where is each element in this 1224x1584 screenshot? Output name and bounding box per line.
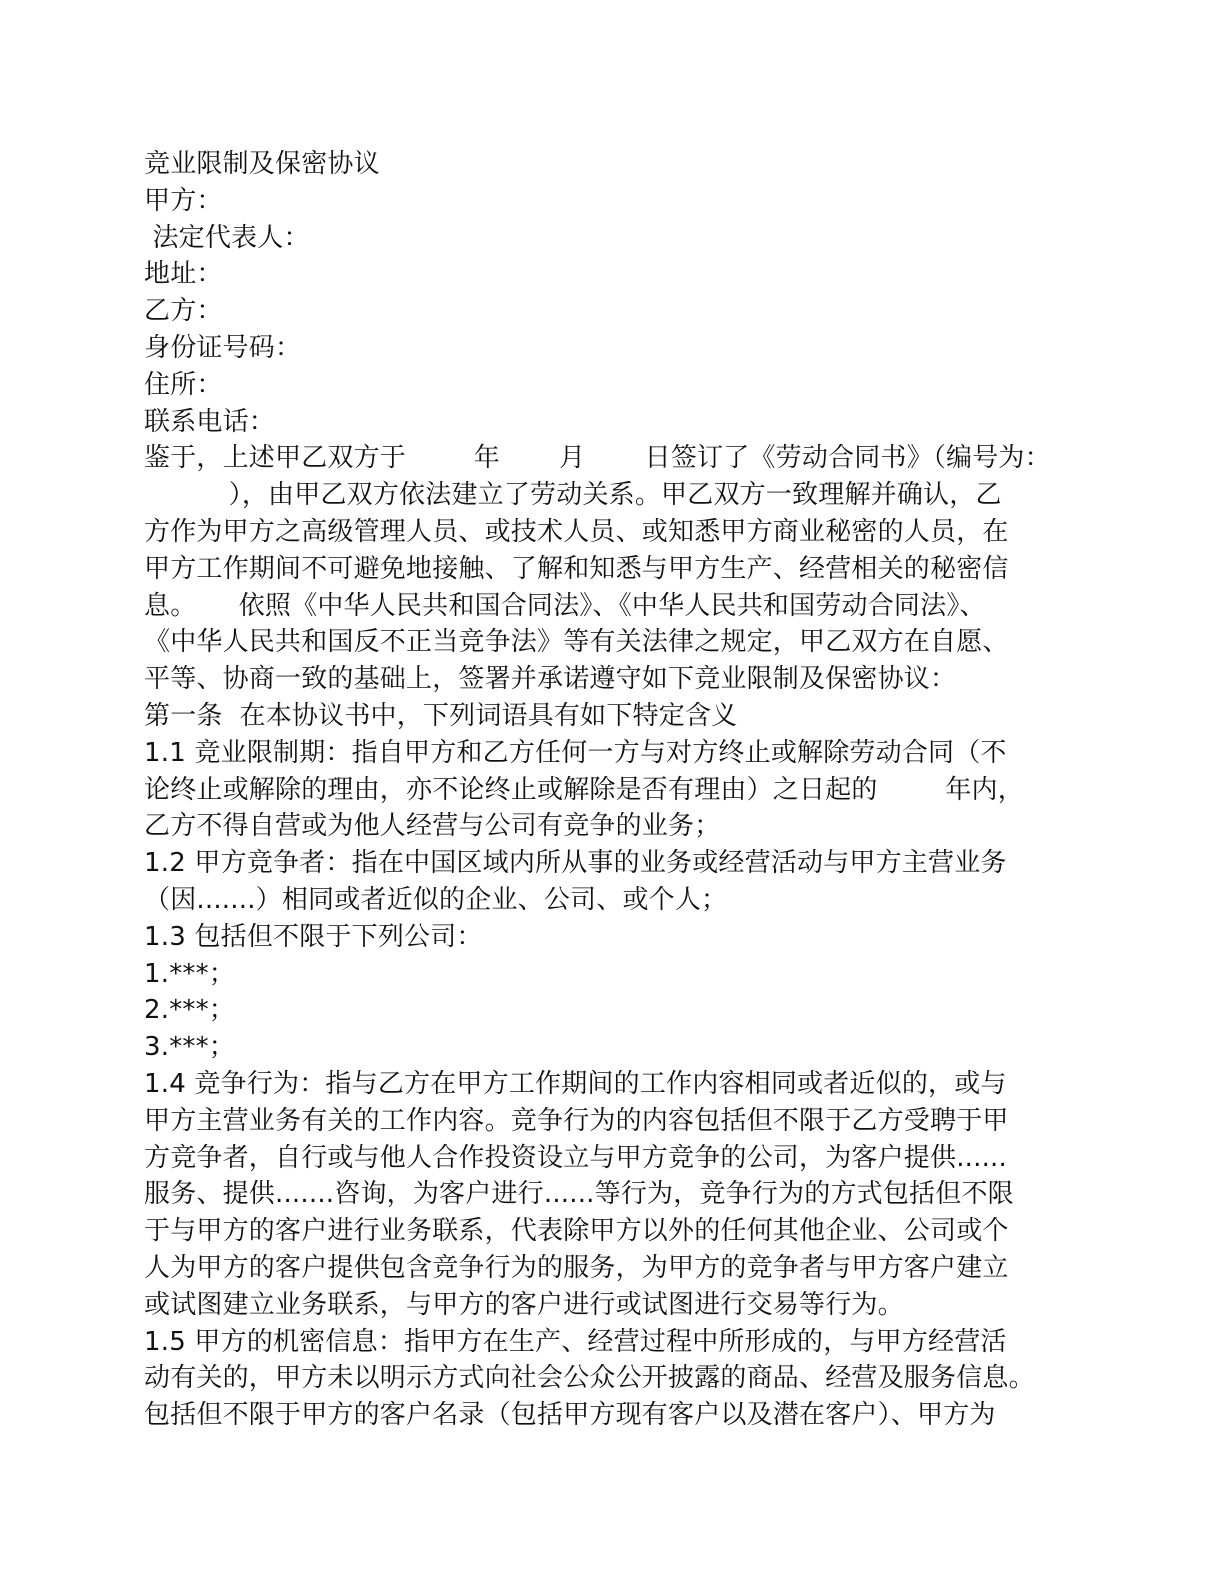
list-item: 3.***； — [144, 1032, 236, 1063]
clause-line: 1.2 甲方竞争者：指在中国区域内所从事的业务或经营活动与甲方主营业务 — [144, 848, 1007, 879]
field-party-a: 甲方： — [144, 185, 223, 216]
preamble-line: ），由甲乙双方依法建立了劳动关系。甲乙双方一致理解并确认，乙 — [144, 480, 1002, 511]
clause-line: 乙方不得自营或为他人经营与公司有竞争的业务； — [144, 811, 721, 842]
preamble-line: 甲方工作期间不可避免地接触、了解和知悉与甲方生产、经营相关的秘密信 — [144, 553, 1009, 584]
clause-1-1 — [144, 735, 1080, 845]
clause-1-3-heading: 1.3 包括但不限于下列公司： — [144, 921, 483, 952]
field-legal-representative: 法定代表人： — [144, 222, 310, 253]
field-id-number: 身份证号码： — [144, 332, 302, 363]
preamble-line: 息。 依照《中华人民共和国合同法》、《中华人民共和国劳动合同法》、 — [144, 590, 986, 621]
preamble-line: 鉴于，上述甲乙双方于 年 月 日签订了《劳动合同书》（编号为： — [144, 443, 1051, 474]
field-address: 地址： — [144, 259, 223, 290]
preamble-line: 方作为甲方之高级管理人员、或技术人员、或知悉甲方商业秘密的人员，在 — [144, 516, 1009, 547]
clause-1-4 — [144, 1066, 1080, 1324]
clause-line: 人为甲方的客户提供包含竞争行为的服务，为甲方的竞争者与甲方客户建立 — [144, 1252, 1009, 1283]
field-party-b: 乙方： — [144, 296, 223, 327]
clause-line: （因.......）相同或者近似的企业、公司、或个人； — [144, 884, 728, 915]
header-fields — [144, 183, 1080, 441]
clause-line: 1.1 竞业限制期：指自甲方和乙方任何一方与对方终止或解除劳动合同（不 — [144, 737, 1007, 768]
list-item: 1.***； — [144, 958, 236, 989]
preamble-line: 《中华人民共和国反不正当竞争法》等有关法律之规定，甲乙双方在自愿、 — [144, 627, 1009, 658]
clause-line: 1.5 甲方的机密信息：指甲方在生产、经营过程中所形成的，与甲方经营活 — [144, 1326, 1007, 1357]
clause-line: 服务、提供.......咨询，为客户进行......等行为，竞争行为的方式包括但不限 — [144, 1179, 1014, 1210]
preamble-paragraph — [144, 440, 1080, 698]
document-page — [144, 146, 1080, 1434]
field-phone: 联系电话： — [144, 406, 276, 437]
clause-1-5 — [144, 1324, 1080, 1434]
preamble-line: 平等、协商一致的基础上，签署并承诺遵守如下竞业限制及保密协议： — [144, 664, 957, 695]
article-1-heading: 第一条 在本协议书中，下列词语具有如下特定含义 — [144, 700, 738, 731]
clause-line: 方竞争者，自行或与他人合作投资设立与甲方竞争的公司，为客户提供...... — [144, 1142, 1007, 1173]
company-list — [144, 956, 1080, 1066]
document-title: 竞业限制及保密协议 — [144, 149, 380, 179]
clause-1-2 — [144, 845, 1080, 919]
clause-line: 甲方主营业务有关的工作内容。竞争行为的内容包括但不限于乙方受聘于甲 — [144, 1105, 1009, 1136]
clause-line: 动有关的，甲方未以明示方式向社会公众公开披露的商品、经营及服务信息。 — [144, 1363, 1035, 1394]
list-item: 2.***； — [144, 995, 236, 1026]
clause-line: 包括但不限于甲方的客户名录（包括甲方现有客户以及潜在客户）、甲方为 — [144, 1400, 996, 1431]
clause-line: 1.4 竞争行为：指与乙方在甲方工作期间的工作内容相同或者近似的，或与 — [144, 1068, 1007, 1099]
field-residence: 住所： — [144, 369, 223, 400]
clause-line: 于与甲方的客户进行业务联系，代表除甲方以外的任何其他企业、公司或个 — [144, 1216, 1009, 1247]
clause-line: 或试图建立业务联系，与甲方的客户进行或试图进行交易等行为。 — [144, 1289, 904, 1320]
clause-line: 论终止或解除的理由，亦不论终止或解除是否有理由）之日起的 年内， — [144, 774, 1024, 805]
